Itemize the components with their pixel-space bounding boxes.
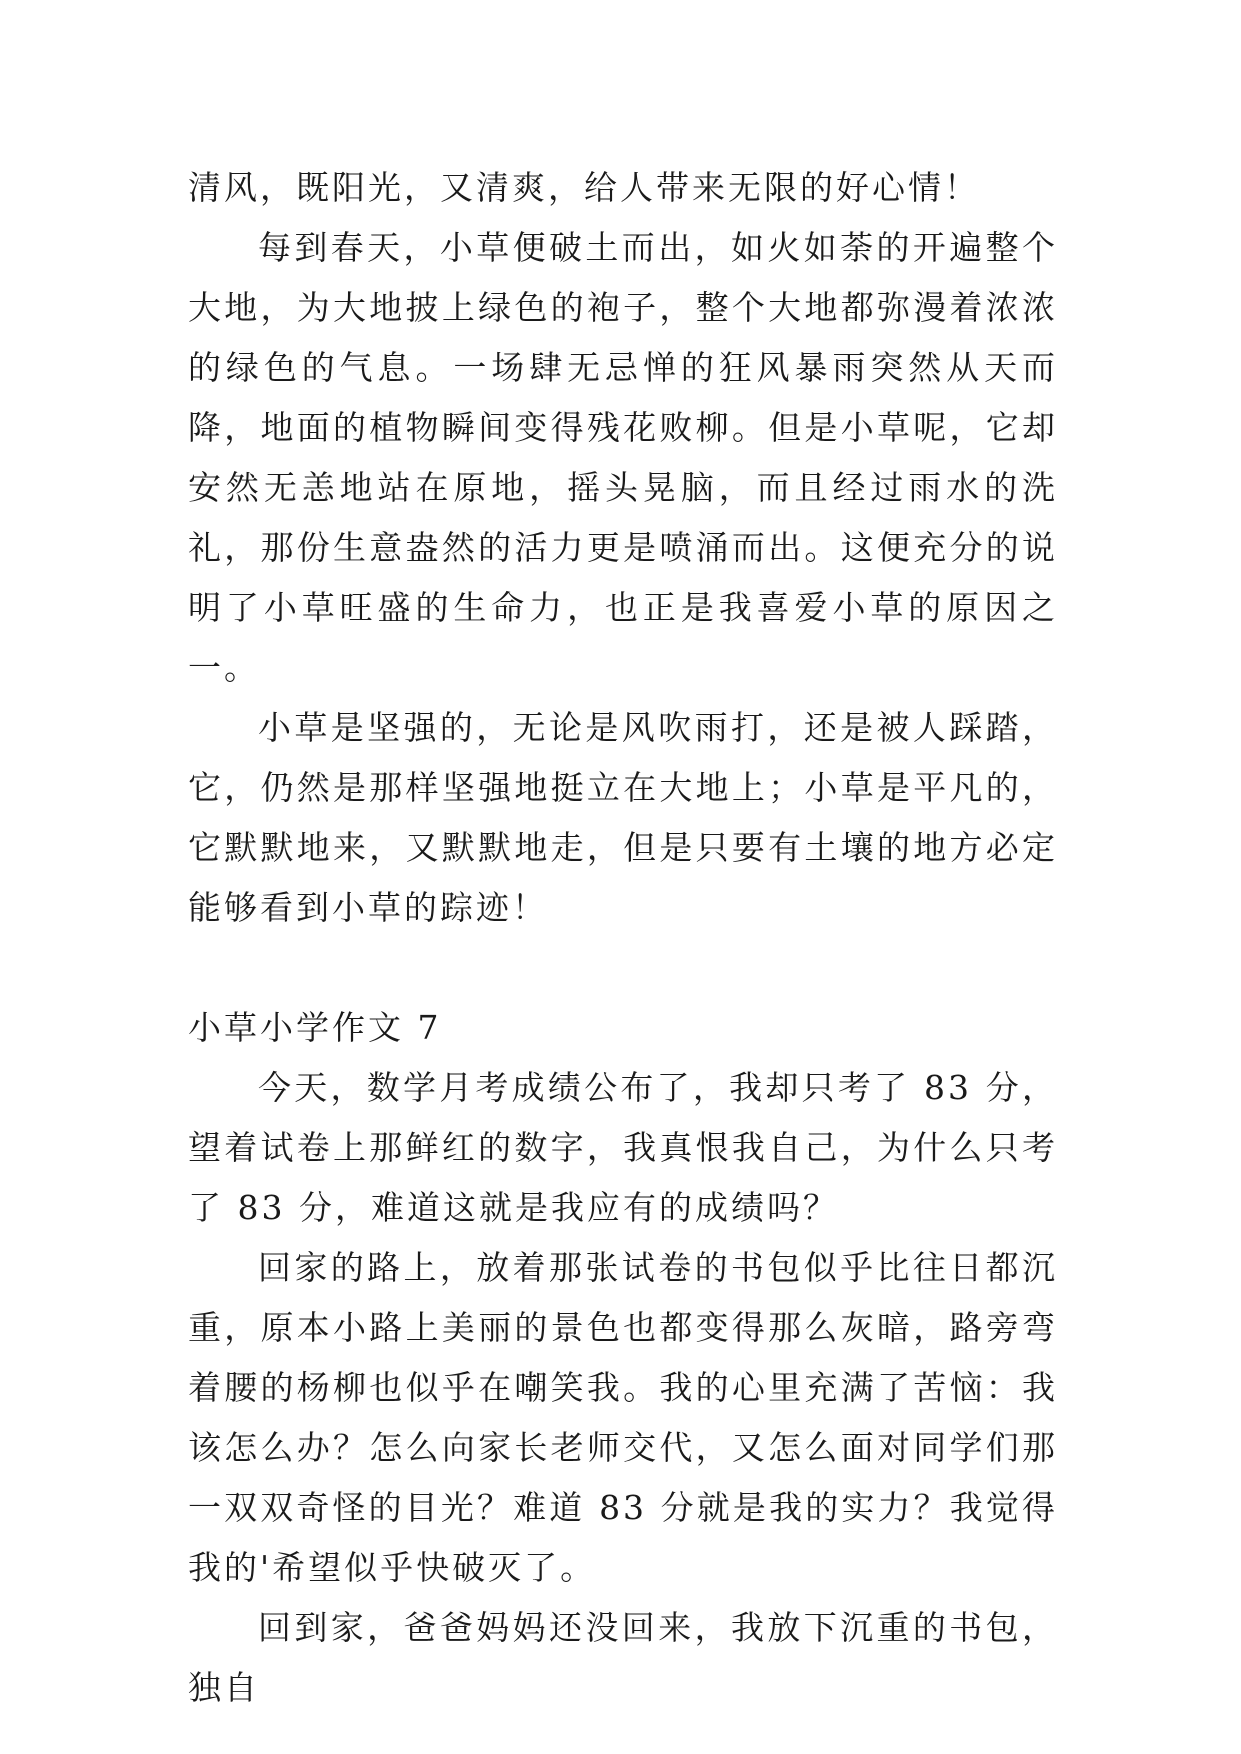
section-title: 小草小学作文 7 (188, 1008, 442, 1047)
paragraph: 清风，既阳光，又清爽，给人带来无限的好心情！ (188, 168, 980, 207)
paragraph: 回家的路上，放着那张试卷的书包似乎比往日都沉重，原本小路上美丽的景色也都变得那么灰暗，路旁弯着腰的杨柳也似乎在嘲笑我。我的心里充满了苦恼：我该怎么办？怎么向家长老师交代，又怎么面对同学们那一双双奇怪的目光？难道 83 分就是我的实力？我觉得我的'希望似乎快破灭了。 (188, 1248, 1058, 1587)
paragraph: 每到春天，小草便破土而出，如火如荼的开遍整个大地，为大地披上绿色的袍子，整个大地都弥漫着浓浓的绿色的气息。一场肆无忌惮的狂风暴雨突然从天而降，地面的植物瞬间变得残花败柳。但是小草呢，它却安然无恙地站在原地，摇头晃脑，而且经过雨水的洗礼，那份生意盎然的活力更是喷涌而出。这便充分的说明了小草旺盛的生命力，也正是我喜爱小草的原因之一。 (188, 228, 1058, 687)
document-body (188, 158, 1058, 1718)
paragraph: 小草是坚强的，无论是风吹雨打，还是被人踩踏，它，仍然是那样坚强地挺立在大地上；小草是平凡的，它默默地来，又默默地走，但是只要有土壤的地方必定能够看到小草的踪迹！ (188, 708, 1058, 927)
section-spacer (188, 938, 1058, 998)
paragraph: 回到家，爸爸妈妈还没回来，我放下沉重的书包，独自 (188, 1608, 1058, 1707)
paragraph: 今天，数学月考成绩公布了，我却只考了 83 分，望着试卷上那鲜红的数字，我真恨我自己，为什么只考了 83 分，难道这就是我应有的成绩吗？ (188, 1068, 1058, 1227)
